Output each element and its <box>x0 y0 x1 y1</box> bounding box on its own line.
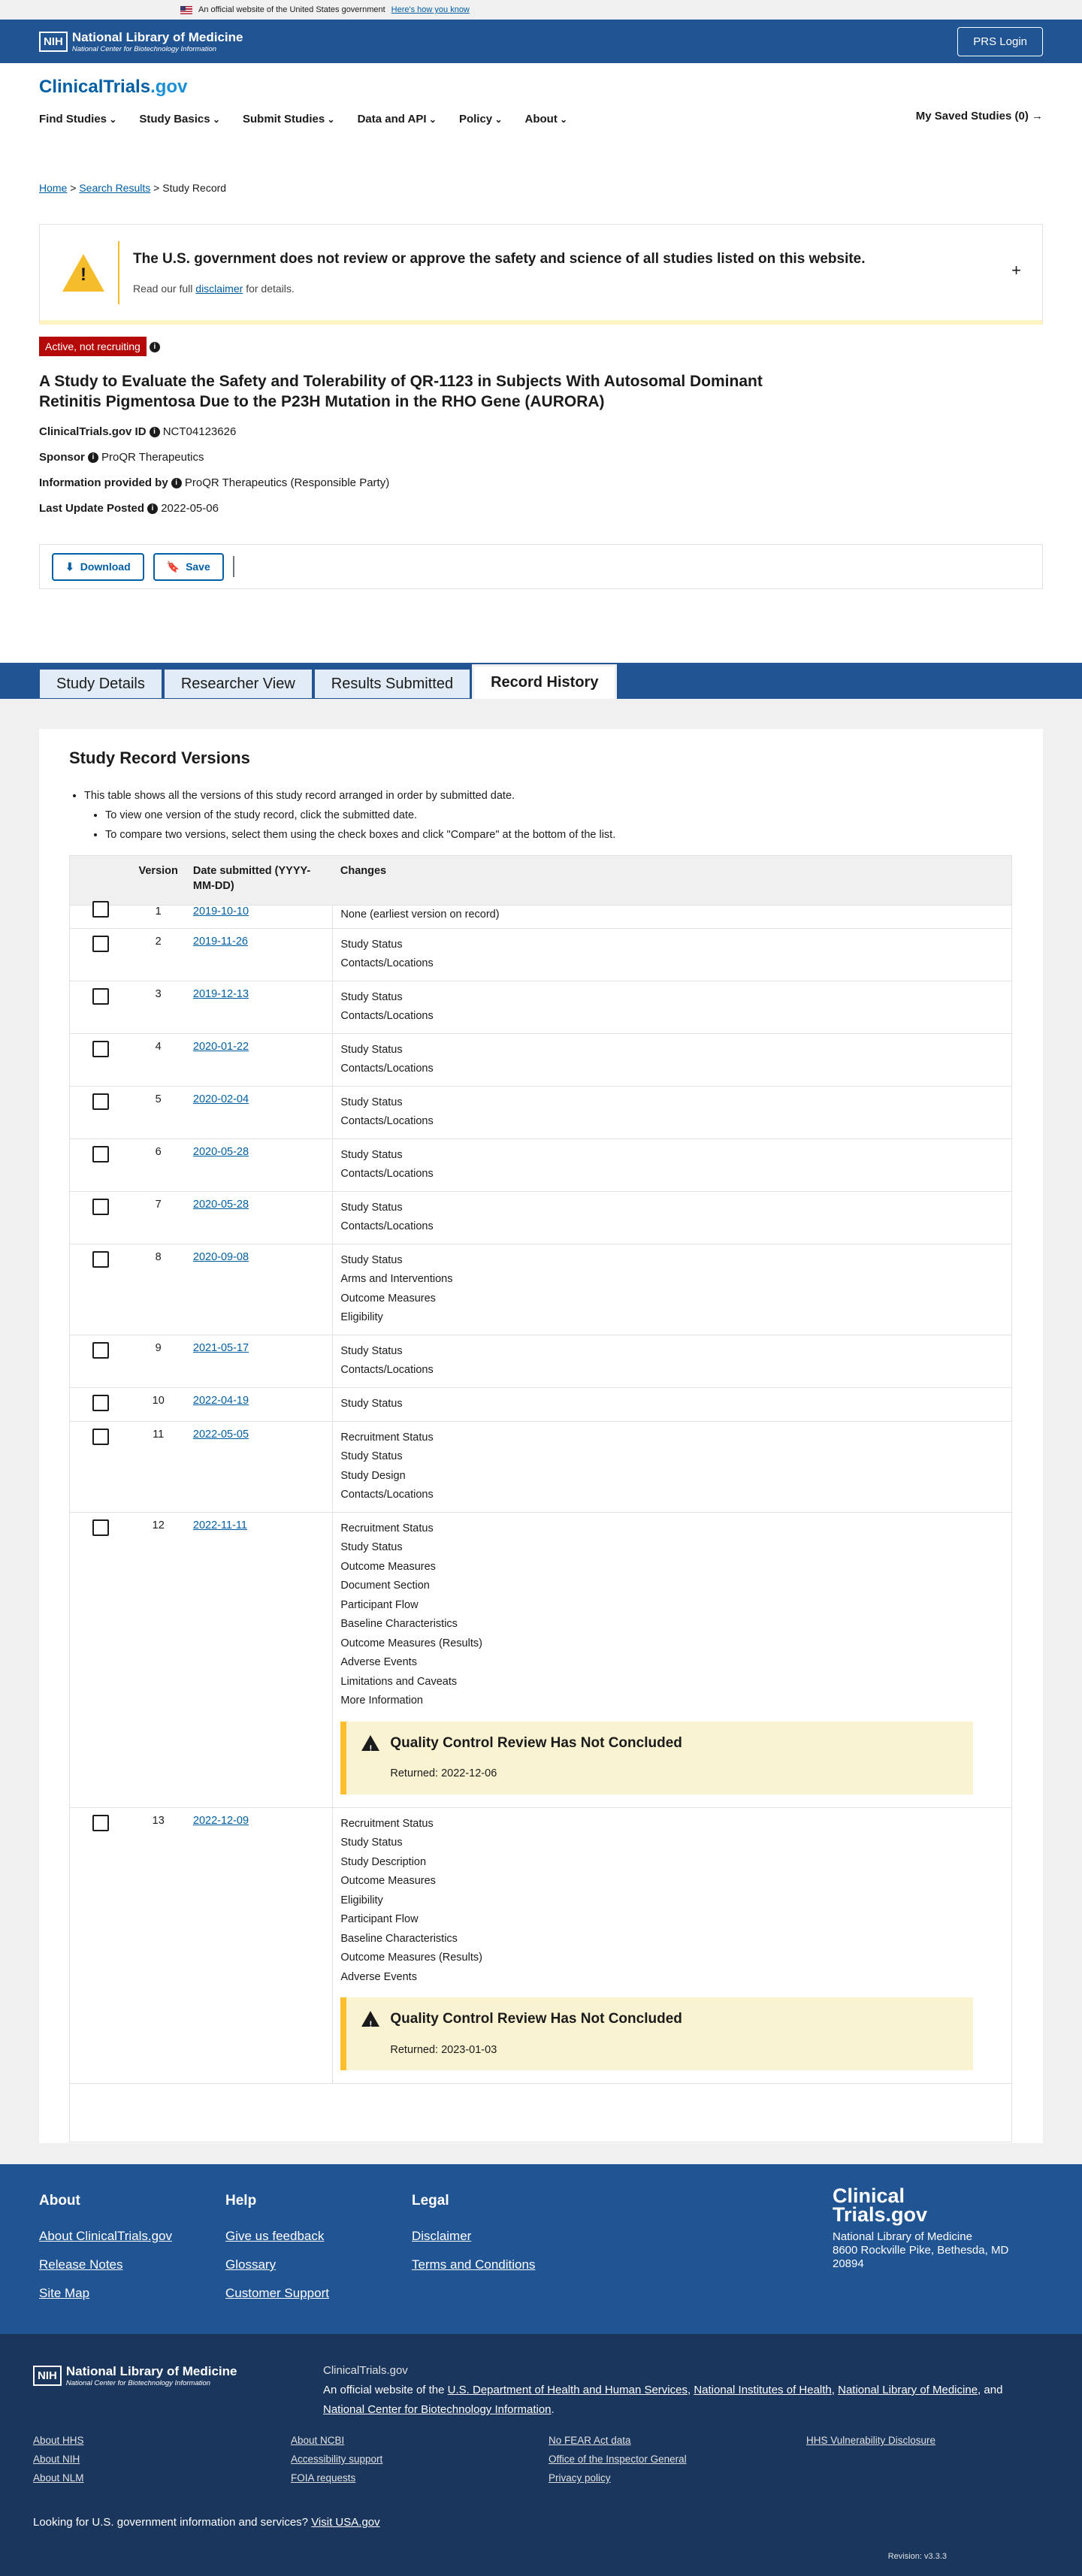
warning-icon <box>361 2011 379 2027</box>
footer-help-heading: Help <box>225 2193 257 2209</box>
main-nav <box>39 113 1043 125</box>
change-item: Study Status <box>340 1450 403 1462</box>
footer-gov-link[interactable]: Privacy policy <box>549 2472 611 2484</box>
version-checkbox[interactable] <box>92 1395 109 1411</box>
disclaimer-pre: Read our full <box>133 282 193 295</box>
table-row <box>70 1335 1012 1387</box>
change-item: Study Description <box>340 1855 427 1868</box>
prs-login-button[interactable]: PRS Login <box>957 27 1043 56</box>
sponsor-value: ProQR Therapeutics <box>101 451 204 464</box>
breadcrumb: Home > Search Results > Study Record <box>39 182 227 194</box>
change-item: Document Section <box>340 1580 430 1592</box>
footer-main <box>0 2164 1082 2334</box>
version-number: 3 <box>131 981 186 1033</box>
footer-addr2: 8600 Rockville Pike, Bethesda, MD <box>833 2244 1009 2257</box>
change-item: Recruitment Status <box>340 1431 434 1444</box>
col-changes: Changes <box>333 856 1012 906</box>
col-date: Date submitted (YYYY-MM-DD) <box>186 856 333 906</box>
change-item: Recruitment Status <box>340 1522 434 1534</box>
change-item: Study Status <box>340 1344 403 1357</box>
nav-find-studies[interactable]: Find Studies ⌄ <box>39 113 116 125</box>
disclaimer-title: The U.S. government does not review or approve the safety and science of all studies listed on this website. <box>133 250 866 267</box>
version-date-link[interactable]: 2019-10-10 <box>192 906 249 918</box>
nlm-subtitle: National Center for Biotechnology Information <box>71 44 217 53</box>
version-number: 1 <box>131 906 186 929</box>
version-number: 5 <box>131 1086 186 1138</box>
footer-gov-link <box>806 2454 1064 2465</box>
info-icon[interactable]: i <box>88 452 98 463</box>
expand-plus-icon[interactable]: + <box>1011 261 1021 280</box>
change-item: Contacts/Locations <box>340 1063 434 1075</box>
tab-results-submitted[interactable]: Results Submitted <box>314 669 470 699</box>
change-item: Contacts/Locations <box>340 1220 434 1232</box>
footer-release-notes-link[interactable]: Release Notes <box>39 2257 123 2272</box>
table-row <box>70 1421 1012 1512</box>
saved-studies-link[interactable] <box>916 110 1043 122</box>
nlm-logo[interactable] <box>39 30 243 53</box>
footer-addr1: National Library of Medicine <box>833 2230 972 2243</box>
version-checkbox[interactable] <box>92 1342 109 1359</box>
footer-site-name: ClinicalTrials.gov <box>323 2364 408 2377</box>
info-icon[interactable]: i <box>150 342 160 352</box>
version-date-link[interactable]: 2020-05-28 <box>192 1145 249 1158</box>
change-item: Study Status <box>340 1096 403 1108</box>
change-item: Study Status <box>340 1541 403 1553</box>
changes-cell <box>333 1138 1012 1191</box>
footer-logo-a: Clinical <box>833 2184 905 2207</box>
footer-help <box>225 2193 412 2334</box>
warning-icon <box>62 254 104 292</box>
table-spacer-row <box>70 2084 1012 2142</box>
change-item: Eligibility <box>340 1894 383 1906</box>
tab-record-history[interactable]: Record History <box>472 664 617 699</box>
version-checkbox[interactable] <box>92 936 109 952</box>
logo-part-a: ClinicalTrials <box>39 77 151 97</box>
breadcrumb-home[interactable]: Home <box>39 182 68 194</box>
footer-legal <box>412 2193 598 2334</box>
study-title: A Study to Evaluate the Safety and Tolerability of QR-1123 in Subjects With Autosomal Dominant Retinitis Pigmentosa Due to the P23H Mutation in the RHO Gene (AURORA) <box>39 373 763 410</box>
footer-gov-link[interactable]: About HHS <box>33 2435 84 2446</box>
change-item: Adverse Events <box>340 1970 417 1983</box>
how-you-know-link[interactable]: Here's how you know <box>391 5 470 14</box>
col-version: Version <box>131 856 186 906</box>
version-number: 4 <box>131 1033 186 1086</box>
nlm-title: National Library of Medicine <box>71 29 243 44</box>
version-number: 7 <box>131 1191 186 1244</box>
nav-data-api[interactable]: Data and API ⌄ <box>358 113 437 125</box>
status-badge: Active, not recruiting <box>39 337 147 356</box>
change-item: Baseline Characteristics <box>340 1618 458 1630</box>
footer-gov-link[interactable]: About NLM <box>33 2472 84 2484</box>
footer-gov-link[interactable]: No FEAR Act data <box>549 2435 631 2446</box>
footer-links <box>33 2435 1064 2484</box>
nav-policy[interactable]: Policy ⌄ <box>459 113 503 125</box>
footer-about <box>39 2193 225 2334</box>
version-checkbox[interactable] <box>92 1251 109 1268</box>
disclaimer-alert <box>39 224 1043 325</box>
provided-label: Information provided by <box>39 476 168 489</box>
change-item: Study Status <box>340 938 403 951</box>
changes-cell <box>333 1421 1012 1512</box>
version-number: 6 <box>131 1138 186 1191</box>
table-row <box>70 1387 1012 1421</box>
gov-banner-text: An official website of the United States government <box>198 5 385 14</box>
footer-about-link[interactable]: About ClinicalTrials.gov <box>39 2229 172 2243</box>
version-date-link[interactable]: 2022-04-19 <box>192 1394 249 1407</box>
version-date-link[interactable]: 2021-05-17 <box>192 1341 249 1354</box>
changes-cell <box>333 928 1012 981</box>
change-item: Participant Flow <box>340 1598 419 1611</box>
version-date-link[interactable]: 2020-05-28 <box>192 1198 249 1211</box>
version-checkbox[interactable] <box>92 1815 109 1831</box>
version-checkbox[interactable] <box>92 988 109 1005</box>
change-item: Study Status <box>340 1397 403 1410</box>
versions-heading: Study Record Versions <box>69 748 250 767</box>
change-item: Outcome Measures <box>340 1292 436 1305</box>
version-date-link[interactable]: 2020-01-22 <box>192 1040 249 1053</box>
footer-nlm-subtitle: National Center for Biotechnology Information <box>65 2379 211 2387</box>
change-item: None (earliest version on record) <box>340 909 500 921</box>
changes-cell <box>333 906 1012 929</box>
changes-cell <box>333 1086 1012 1138</box>
footer-site-map-link[interactable]: Site Map <box>39 2286 90 2300</box>
gov-banner <box>0 0 1082 20</box>
nih-logo-icon: NIH <box>39 32 68 52</box>
change-item: Limitations and Caveats <box>340 1675 458 1688</box>
version-date-link[interactable]: 2020-02-04 <box>192 1093 249 1105</box>
footer-feedback-link[interactable]: Give us feedback <box>225 2229 325 2243</box>
change-item: Contacts/Locations <box>340 1115 434 1127</box>
footer-disclaimer-link[interactable]: Disclaimer <box>412 2229 472 2243</box>
version-checkbox[interactable] <box>92 1093 109 1110</box>
footer-gov-link[interactable]: HHS Vulnerability Disclosure <box>806 2435 936 2446</box>
ncbi-link[interactable]: National Center for Biotechnology Information <box>323 2403 552 2416</box>
id-label: ClinicalTrials.gov ID <box>39 425 147 438</box>
footer-gov-link[interactable]: Office of the Inspector General <box>549 2454 687 2465</box>
change-item: Study Status <box>340 990 403 1003</box>
hhs-link[interactable]: U.S. Department of Health and Human Services <box>447 2384 688 2396</box>
version-number: 11 <box>131 1421 186 1512</box>
version-checkbox[interactable] <box>92 901 109 918</box>
qc-alert <box>340 1997 973 2070</box>
footer-gov-link[interactable]: About NCBI <box>291 2435 345 2446</box>
change-item: Study Status <box>340 1043 403 1056</box>
action-bar <box>39 544 1043 589</box>
change-item: Recruitment Status <box>340 1817 434 1830</box>
info-icon[interactable]: i <box>171 478 182 488</box>
change-item: Study Status <box>340 1201 403 1214</box>
usa-pre: Looking for U.S. government information and services? <box>33 2516 309 2529</box>
table-row <box>70 906 1012 929</box>
changes-cell <box>333 1244 1012 1335</box>
download-button[interactable] <box>52 553 144 581</box>
versions-table <box>69 855 1012 2142</box>
change-item: Contacts/Locations <box>340 1168 434 1180</box>
provided-value: ProQR Therapeutics (Responsible Party) <box>184 476 390 489</box>
bookmark-icon: 🔖 <box>166 560 180 573</box>
footer-about-heading: About <box>39 2193 80 2209</box>
record-tabs <box>0 663 1082 699</box>
version-checkbox[interactable] <box>92 1519 109 1536</box>
version-date-link[interactable]: 2022-05-05 <box>192 1428 249 1441</box>
tab-study-details[interactable]: Study Details <box>39 669 162 699</box>
version-checkbox[interactable] <box>92 1041 109 1057</box>
footer-gov-link[interactable]: FOIA requests <box>291 2472 356 2484</box>
nlm-header <box>0 20 1082 63</box>
nav-about[interactable]: About ⌄ <box>525 113 568 125</box>
change-item: Arms and Interventions <box>340 1273 453 1285</box>
change-item: Study Design <box>340 1469 406 1482</box>
version-checkbox[interactable] <box>92 1199 109 1215</box>
usa-gov <box>33 2516 380 2529</box>
change-item: Study Status <box>340 1837 403 1849</box>
official-and: and <box>984 2384 1003 2396</box>
sponsor-label: Sponsor <box>39 451 85 464</box>
version-checkbox[interactable] <box>92 1146 109 1163</box>
version-date-link[interactable]: 2020-09-08 <box>192 1250 249 1263</box>
history-section <box>0 699 1082 2164</box>
footer-gov-link <box>806 2472 1064 2484</box>
footer-gov-link[interactable]: About NIH <box>33 2454 80 2465</box>
table-row <box>70 1512 1012 1807</box>
change-item: Eligibility <box>340 1311 383 1323</box>
change-item: Contacts/Locations <box>340 1364 434 1376</box>
version-date-link[interactable]: 2019-12-13 <box>192 987 249 1000</box>
table-row <box>70 1244 1012 1335</box>
instruction-view: • To view one version of the study record, click the submitted date. <box>105 806 1013 825</box>
download-icon: ⬇ <box>65 560 74 573</box>
change-item: More Information <box>340 1695 423 1707</box>
table-row <box>70 1807 1012 2084</box>
footer-ct-logo <box>833 2184 1009 2271</box>
versions-card <box>39 729 1043 2143</box>
changes-cell <box>333 1033 1012 1086</box>
alert-divider <box>118 241 119 304</box>
clinicaltrials-logo[interactable] <box>39 77 1043 98</box>
table-row <box>70 1086 1012 1138</box>
version-date-link[interactable]: 2022-12-09 <box>192 1814 249 1827</box>
info-icon[interactable]: i <box>147 503 158 514</box>
changes-cell <box>333 1807 1012 2084</box>
saved-studies-label: My Saved Studies (0) <box>915 110 1029 122</box>
version-number: 12 <box>131 1512 186 1807</box>
changes-cell <box>333 1512 1012 1807</box>
instruction-compare: • To compare two versions, select them using the check boxes and click "Compare" at the bottom of the list. <box>105 825 1013 845</box>
version-number: 13 <box>131 1807 186 2084</box>
table-row <box>70 1033 1012 1086</box>
disclaimer-link[interactable]: disclaimer <box>195 282 243 295</box>
study-meta <box>39 419 1043 522</box>
change-item: Contacts/Locations <box>340 957 434 969</box>
version-date-link[interactable]: 2022-11-11 <box>192 1519 247 1531</box>
change-item: Outcome Measures (Results) <box>340 1952 482 1964</box>
footer-nlm-logo[interactable] <box>33 2364 237 2387</box>
footer-nlm-title: National Library of Medicine <box>65 2364 237 2378</box>
table-row <box>70 1138 1012 1191</box>
info-icon[interactable]: i <box>150 427 160 437</box>
save-button[interactable] <box>153 553 224 581</box>
footer-logo-b: Trials.gov <box>833 2203 928 2226</box>
change-item: Contacts/Locations <box>340 1010 434 1022</box>
footer-addr3: 20894 <box>833 2257 864 2270</box>
qc-title: Quality Control Review Has Not Concluded <box>390 1734 682 1751</box>
changes-cell <box>333 1335 1012 1387</box>
disclaimer-text <box>133 283 866 295</box>
nih-link[interactable]: National Institutes of Health <box>694 2384 832 2396</box>
breadcrumb-current: Study Record <box>162 182 227 194</box>
changes-cell <box>333 1387 1012 1421</box>
footer-glossary-link[interactable]: Glossary <box>225 2257 277 2272</box>
instruction-intro: • This table shows all the versions of this study record arranged in order by submitted date. <box>84 786 1013 806</box>
qc-returned: Returned: 2022-12-06 <box>390 1767 497 1779</box>
us-flag-icon <box>180 6 192 14</box>
footer-gov-link[interactable]: Accessibility support <box>291 2454 383 2465</box>
qc-alert <box>340 1722 973 1794</box>
table-row <box>70 1191 1012 1244</box>
col-select <box>70 856 131 906</box>
changes-cell <box>333 1191 1012 1244</box>
save-label: Save <box>186 561 210 573</box>
study-page <box>0 168 1082 663</box>
nlm-link[interactable]: National Library of Medicine <box>838 2384 978 2396</box>
change-item: Contacts/Locations <box>340 1489 434 1501</box>
disclaimer-post: for details. <box>246 282 295 295</box>
version-number: 8 <box>131 1244 186 1335</box>
breadcrumb-search[interactable]: Search Results <box>79 182 151 194</box>
change-item: Outcome Measures <box>340 1875 436 1887</box>
change-item: Study Status <box>340 1148 403 1161</box>
update-value: 2022-05-06 <box>161 502 219 515</box>
change-item: Outcome Measures <box>340 1560 436 1573</box>
nih-logo-icon: NIH <box>33 2366 62 2386</box>
download-label: Download <box>80 561 131 573</box>
logo-part-b: .gov <box>150 77 188 97</box>
table-row <box>70 981 1012 1033</box>
qc-title: Quality Control Review Has Not Concluded <box>390 2011 682 2027</box>
footer-terms-link[interactable]: Terms and Conditions <box>412 2257 536 2272</box>
change-item: Study Status <box>340 1253 403 1266</box>
table-row <box>70 928 1012 981</box>
changes-cell <box>333 981 1012 1033</box>
footer-nlm <box>0 2334 1082 2576</box>
version-checkbox[interactable] <box>92 1429 109 1445</box>
instructions <box>69 786 1013 845</box>
change-item: Participant Flow <box>340 1913 419 1925</box>
change-item: Baseline Characteristics <box>340 1932 458 1945</box>
nav-submit-studies[interactable]: Submit Studies ⌄ <box>243 113 335 125</box>
nav-study-basics[interactable]: Study Basics ⌄ <box>139 113 220 125</box>
toolbar-divider <box>233 556 234 577</box>
update-label: Last Update Posted <box>39 502 145 515</box>
footer-support-link[interactable]: Customer Support <box>225 2286 329 2300</box>
version-date-link[interactable]: 2019-11-26 <box>192 935 248 948</box>
revision: Revision: v3.3.3 <box>887 2552 947 2561</box>
tab-researcher-view[interactable]: Researcher View <box>164 669 313 699</box>
study-id: NCT04123626 <box>162 425 237 438</box>
official-pre: An official website of the <box>323 2384 445 2396</box>
arrow-right-icon: → <box>1032 110 1043 122</box>
footer-official: ClinicalTrials.gov An official website of the U.S. Department of Health and Human Services, National Institutes of Health, National Library of Medicine, and National Center for Biotechnology Information. <box>323 2361 1029 2420</box>
change-item: Outcome Measures (Results) <box>340 1637 482 1649</box>
version-number: 9 <box>131 1335 186 1387</box>
warning-icon <box>361 1735 379 1751</box>
version-number: 2 <box>131 928 186 981</box>
version-number: 10 <box>131 1387 186 1421</box>
footer-legal-heading: Legal <box>412 2193 449 2209</box>
qc-returned: Returned: 2023-01-03 <box>390 2043 497 2056</box>
usa-gov-link[interactable]: Visit USA.gov <box>311 2516 380 2529</box>
change-item: Adverse Events <box>340 1656 417 1668</box>
